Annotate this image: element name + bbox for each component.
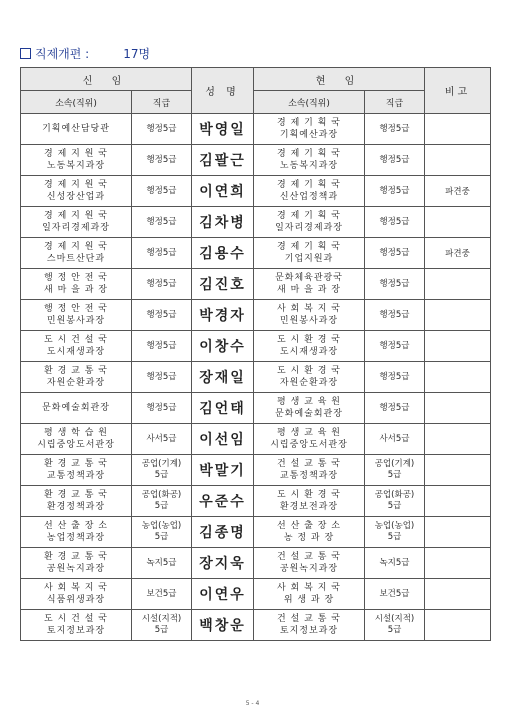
new-grade-cell: 행정5급 <box>132 176 192 207</box>
new-dept-cell: 경 제 지 원 국 신성장산업과 <box>21 176 132 207</box>
new-dept-cell: 도 시 건 설 국 토지정보과장 <box>21 610 132 641</box>
table-row <box>21 455 491 486</box>
name-cell: 백창운 <box>192 610 254 641</box>
current-grade-cell: 행정5급 <box>365 362 425 393</box>
new-dept-cell: 경 제 지 원 국 노동복지과장 <box>21 145 132 176</box>
note-cell <box>425 269 491 300</box>
note-cell <box>425 300 491 331</box>
new-grade-cell: 보건5급 <box>132 579 192 610</box>
current-dept-cell: 경 제 기 획 국 일자리경제과장 <box>254 207 365 238</box>
note-cell <box>425 579 491 610</box>
new-grade-cell: 공업(기계) 5급 <box>132 455 192 486</box>
table-row <box>21 145 491 176</box>
new-grade-cell: 녹지5급 <box>132 548 192 579</box>
current-dept-cell: 건 설 교 통 국 공원녹지과장 <box>254 548 365 579</box>
note-cell <box>425 455 491 486</box>
current-grade-cell: 녹지5급 <box>365 548 425 579</box>
current-dept-cell: 경 제 기 획 국 기업지원과 <box>254 238 365 269</box>
note-cell: 파견중 <box>425 238 491 269</box>
header-new-position: 신 임 <box>21 68 192 91</box>
new-dept-cell: 선 산 출 장 소 농업정책과장 <box>21 517 132 548</box>
header-name: 성 명 <box>192 68 254 114</box>
new-dept-cell: 문화예술회관장 <box>21 393 132 424</box>
note-cell <box>425 145 491 176</box>
note-cell: 파견중 <box>425 176 491 207</box>
new-grade-cell: 행정5급 <box>132 207 192 238</box>
table-row <box>21 424 491 455</box>
current-dept-cell: 문화체육관광국 새 마 을 과 장 <box>254 269 365 300</box>
name-cell: 장재일 <box>192 362 254 393</box>
name-cell: 이창수 <box>192 331 254 362</box>
heading-count: 17명 <box>123 47 151 61</box>
note-cell <box>425 517 491 548</box>
header-note: 비고 <box>425 68 491 114</box>
current-dept-cell: 경 제 기 획 국 신산업정책과 <box>254 176 365 207</box>
new-dept-cell: 도 시 건 설 국 도시재생과장 <box>21 331 132 362</box>
name-cell: 김용수 <box>192 238 254 269</box>
page-number: 5 - 4 <box>245 700 260 707</box>
new-grade-cell: 사서5급 <box>132 424 192 455</box>
note-cell <box>425 393 491 424</box>
new-grade-cell: 시설(지적) 5급 <box>132 610 192 641</box>
table-row <box>21 300 491 331</box>
current-grade-cell: 사서5급 <box>365 424 425 455</box>
table-row <box>21 393 491 424</box>
new-grade-cell: 공업(화공) 5급 <box>132 486 192 517</box>
new-dept-cell: 경 제 지 원 국 일자리경제과장 <box>21 207 132 238</box>
new-dept-cell: 환 경 교 통 국 공원녹지과장 <box>21 548 132 579</box>
name-cell: 박말기 <box>192 455 254 486</box>
table-row <box>21 362 491 393</box>
new-dept-cell: 사 회 복 지 국 식품위생과장 <box>21 579 132 610</box>
table-row <box>21 579 491 610</box>
new-grade-cell: 행정5급 <box>132 238 192 269</box>
name-cell: 박영일 <box>192 114 254 145</box>
name-cell: 김차병 <box>192 207 254 238</box>
note-cell <box>425 114 491 145</box>
new-grade-cell: 행정5급 <box>132 300 192 331</box>
new-grade-cell: 농업(농업) 5급 <box>132 517 192 548</box>
current-grade-cell: 공업(화공) 5급 <box>365 486 425 517</box>
table-row <box>21 269 491 300</box>
new-dept-cell: 기획예산담당관 <box>21 114 132 145</box>
table-row <box>21 486 491 517</box>
new-dept-cell: 행 정 안 전 국 새 마 을 과 장 <box>21 269 132 300</box>
current-grade-cell: 행정5급 <box>365 207 425 238</box>
current-grade-cell: 행정5급 <box>365 114 425 145</box>
table-row <box>21 331 491 362</box>
current-grade-cell: 행정5급 <box>365 393 425 424</box>
note-cell <box>425 486 491 517</box>
new-dept-cell: 환 경 교 통 국 교통정책과장 <box>21 455 132 486</box>
subheader-new-grade: 직급 <box>132 91 192 114</box>
name-cell: 장지욱 <box>192 548 254 579</box>
new-grade-cell: 행정5급 <box>132 269 192 300</box>
current-dept-cell: 건 설 교 통 국 토지정보과장 <box>254 610 365 641</box>
header-current-position: 현 임 <box>254 68 425 91</box>
current-dept-cell: 건 설 교 통 국 교통정책과장 <box>254 455 365 486</box>
subheader-new-dept: 소속(직위) <box>21 91 132 114</box>
current-grade-cell: 농업(농업) 5급 <box>365 517 425 548</box>
current-dept-cell: 경 제 기 획 국 기획예산과장 <box>254 114 365 145</box>
name-cell: 박경자 <box>192 300 254 331</box>
current-dept-cell: 도 시 환 경 국 환경보전과장 <box>254 486 365 517</box>
name-cell: 김종명 <box>192 517 254 548</box>
current-dept-cell: 도 시 환 경 국 도시재생과장 <box>254 331 365 362</box>
name-cell: 이선임 <box>192 424 254 455</box>
current-grade-cell: 공업(기계) 5급 <box>365 455 425 486</box>
current-dept-cell: 평 생 교 육 원 문화예술회관장 <box>254 393 365 424</box>
current-grade-cell: 시설(지적) 5급 <box>365 610 425 641</box>
note-cell <box>425 207 491 238</box>
new-dept-cell: 환 경 교 통 국 자원순환과장 <box>21 362 132 393</box>
current-grade-cell: 행정5급 <box>365 331 425 362</box>
name-cell: 김팔근 <box>192 145 254 176</box>
current-dept-cell: 사 회 복 지 국 위 생 과 장 <box>254 579 365 610</box>
name-cell: 김언태 <box>192 393 254 424</box>
checkbox-square-icon <box>20 48 31 59</box>
section-heading <box>20 45 150 62</box>
table-row <box>21 610 491 641</box>
new-dept-cell: 경 제 지 원 국 스마트산단과 <box>21 238 132 269</box>
new-grade-cell: 행정5급 <box>132 145 192 176</box>
name-cell: 김진호 <box>192 269 254 300</box>
note-cell <box>425 548 491 579</box>
note-cell <box>425 362 491 393</box>
current-dept-cell: 도 시 환 경 국 자원순환과장 <box>254 362 365 393</box>
new-grade-cell: 행정5급 <box>132 331 192 362</box>
note-cell <box>425 424 491 455</box>
table-row <box>21 176 491 207</box>
new-dept-cell: 환 경 교 통 국 환경정책과장 <box>21 486 132 517</box>
note-cell <box>425 610 491 641</box>
new-grade-cell: 행정5급 <box>132 393 192 424</box>
current-grade-cell: 행정5급 <box>365 269 425 300</box>
table-row <box>21 517 491 548</box>
name-cell: 우준수 <box>192 486 254 517</box>
new-grade-cell: 행정5급 <box>132 114 192 145</box>
subheader-current-grade: 직급 <box>365 91 425 114</box>
name-cell: 이연우 <box>192 579 254 610</box>
current-grade-cell: 행정5급 <box>365 238 425 269</box>
subheader-current-dept: 소속(직위) <box>254 91 365 114</box>
current-grade-cell: 행정5급 <box>365 145 425 176</box>
personnel-table <box>20 67 491 641</box>
new-grade-cell: 행정5급 <box>132 362 192 393</box>
current-grade-cell: 행정5급 <box>365 300 425 331</box>
current-grade-cell: 행정5급 <box>365 176 425 207</box>
table-body <box>21 114 491 641</box>
current-dept-cell: 선 산 출 장 소 농 정 과 장 <box>254 517 365 548</box>
table-row <box>21 114 491 145</box>
new-dept-cell: 행 정 안 전 국 민원봉사과장 <box>21 300 132 331</box>
current-dept-cell: 평 생 교 육 원 시립중앙도서관장 <box>254 424 365 455</box>
table-row <box>21 207 491 238</box>
note-cell <box>425 331 491 362</box>
current-dept-cell: 경 제 기 획 국 노동복지과장 <box>254 145 365 176</box>
current-grade-cell: 보건5급 <box>365 579 425 610</box>
new-dept-cell: 평 생 학 습 원 시립중앙도서관장 <box>21 424 132 455</box>
current-dept-cell: 사 회 복 지 국 민원봉사과장 <box>254 300 365 331</box>
heading-title: 직제개편 : <box>35 47 90 61</box>
table-row <box>21 548 491 579</box>
name-cell: 이연희 <box>192 176 254 207</box>
table-row <box>21 238 491 269</box>
